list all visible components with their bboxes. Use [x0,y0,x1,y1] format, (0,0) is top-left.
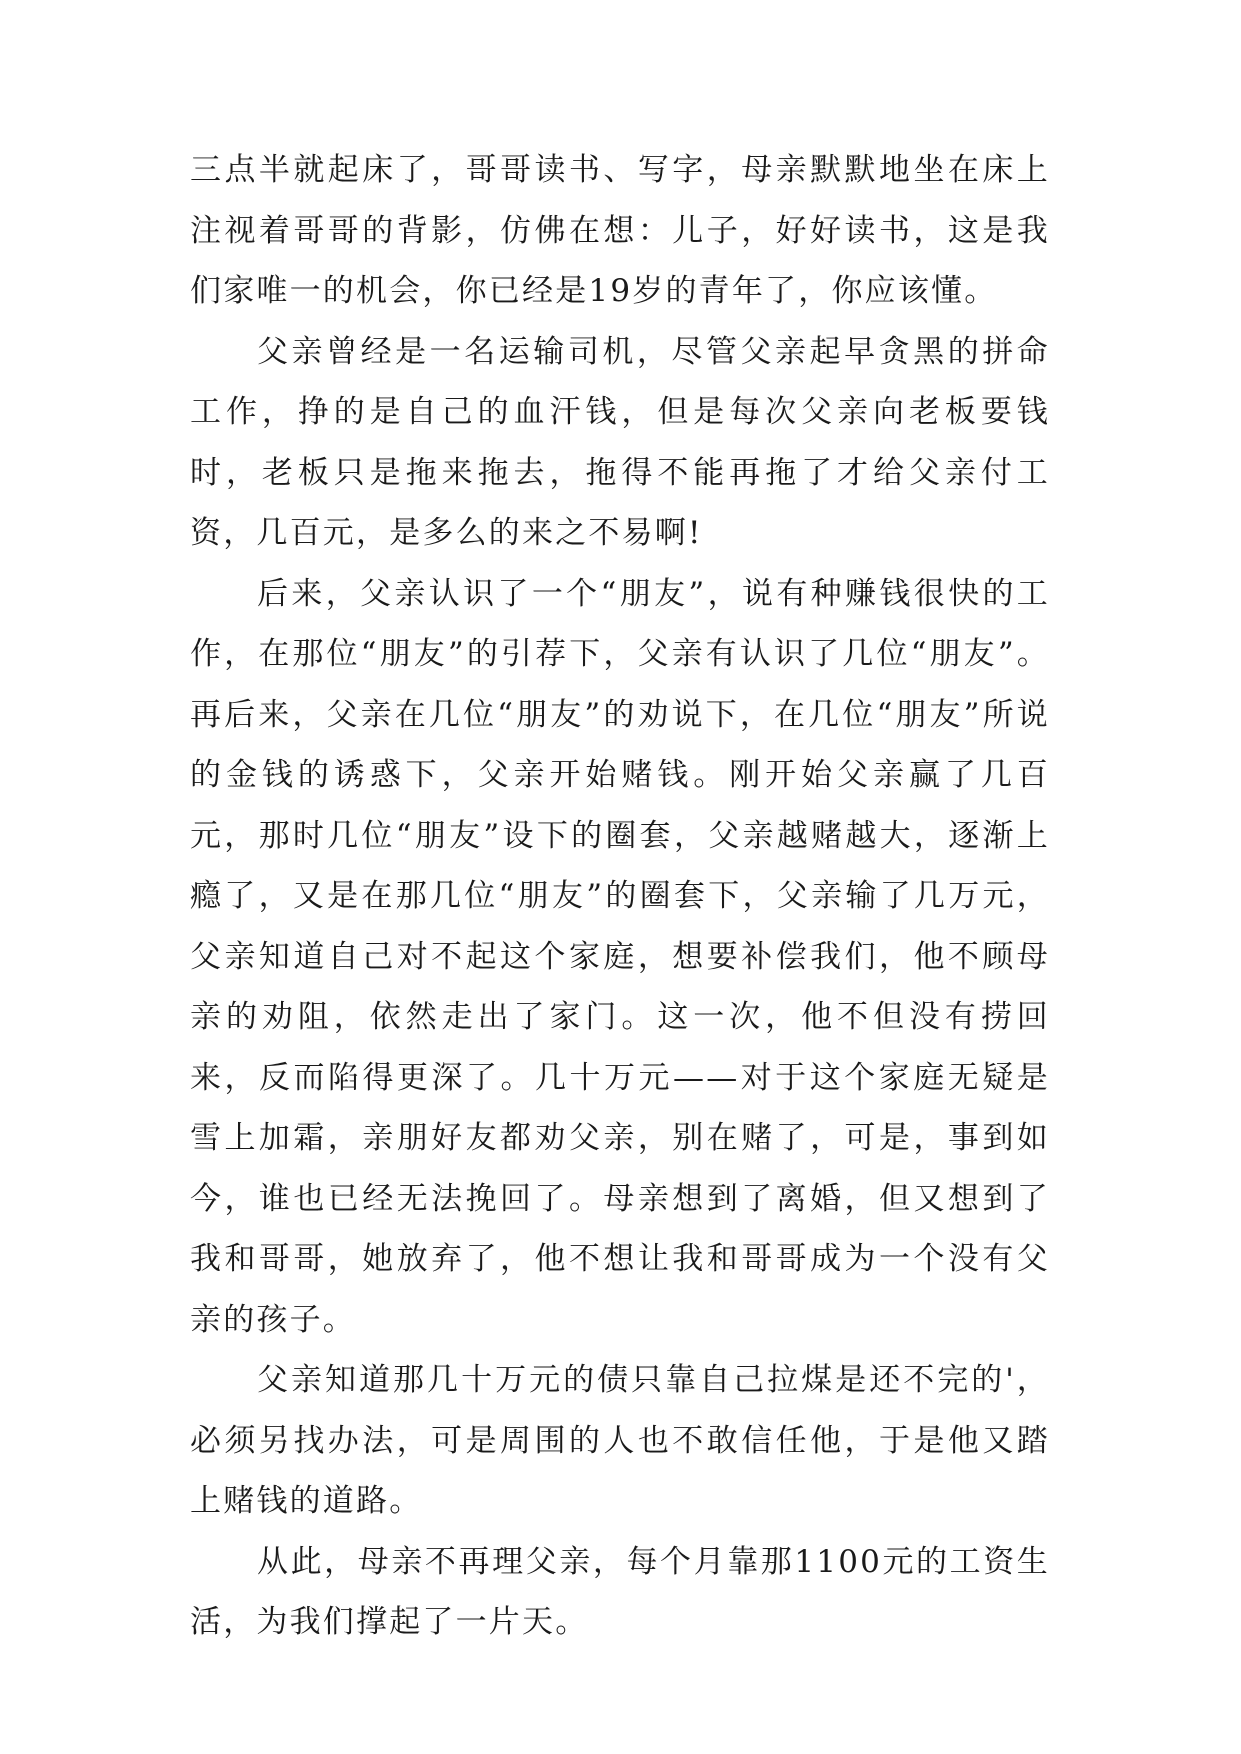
document-page [190,140,1050,1653]
paragraph: 父亲曾经是一名运输司机，尽管父亲起早贪黑的拼命工作，挣的是自己的血汗钱，但是每次父亲向老板要钱时，老板只是拖来拖去，拖得不能再拖了才给父亲付工资，几百元，是多么的来之不易啊! [190,333,1050,551]
paragraph: 三点半就起床了，哥哥读书、写字，母亲默默地坐在床上注视着哥哥的背影，仿佛在想：儿子，好好读书，这是我们家唯一的机会，你已经是19岁的青年了，你应该懂。 [190,152,1050,309]
paragraph: 从此，母亲不再理父亲，每个月靠那1100元的工资生活，为我们撑起了一片天。 [190,1543,1050,1640]
paragraph: 父亲知道那几十万元的债只靠自己拉煤是还不完的'，必须另找办法，可是周围的人也不敢信任他，于是他又踏上赌钱的道路。 [190,1362,1050,1519]
paragraph: 后来，父亲认识了一个“朋友”，说有种赚钱很快的工作，在那位“朋友”的引荐下，父亲有认识了几位“朋友”。再后来，父亲在几位“朋友”的劝说下，在几位“朋友”所说的金钱的诱惑下，父亲开始赌钱。刚开始父亲赢了几百元，那时几位“朋友”设下的圈套，父亲越赌越大，逐渐上瘾了，又是在那几位“朋友”的圈套下，父亲输了几万元，父亲知道自己对不起这个家庭，想要补偿我们，他不顾母亲的劝阻，依然走出了家门。这一次，他不但没有捞回来，反而陷得更深了。几十万元——对于这个家庭无疑是雪上加霜，亲朋好友都劝父亲，别在赌了，可是，事到如今，谁也已经无法挽回了。母亲想到了离婚，但又想到了我和哥哥，她放弃了，他不想让我和哥哥成为一个没有父亲的孩子。 [190,575,1050,1338]
